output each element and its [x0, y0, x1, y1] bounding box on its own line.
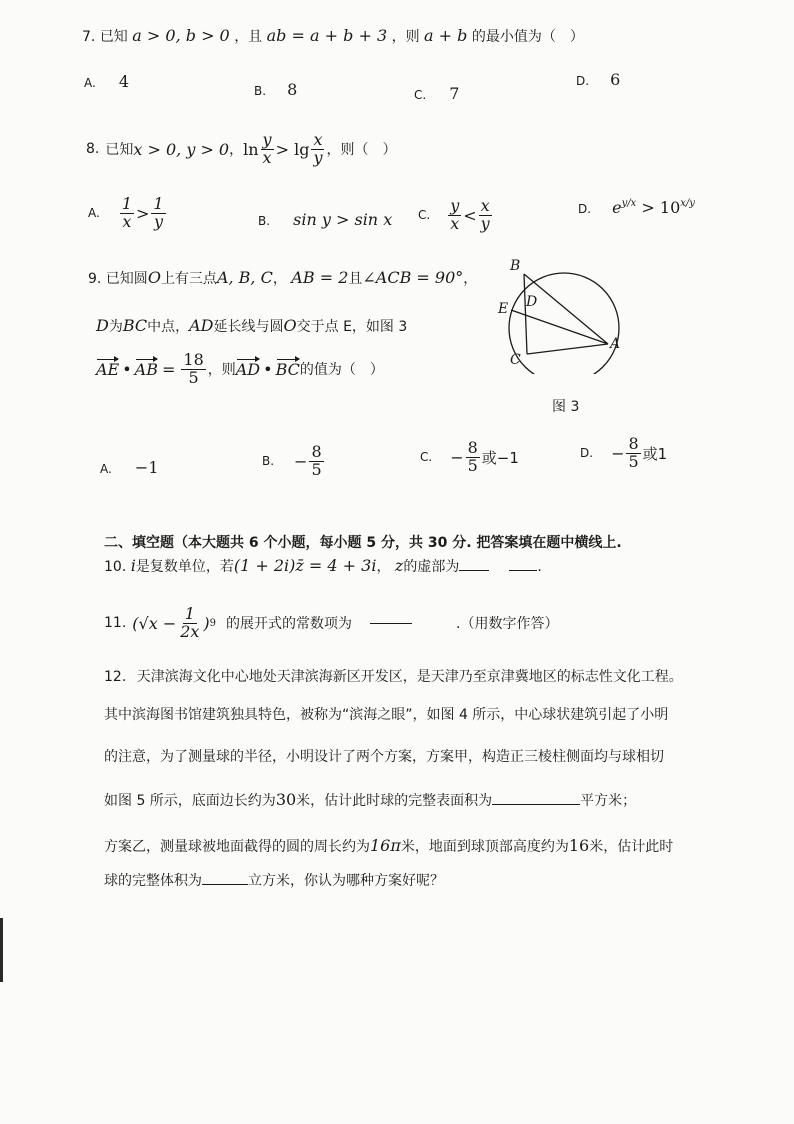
- figure-label-e: E: [498, 301, 509, 317]
- q9-line-3: AE • AB = $\frac{18}{5}$ ，则 AD • BC 的值为（ ）: [96, 350, 384, 387]
- q8-option-d[interactable]: D. $e^{y/x} > 10^{x/y}$: [578, 198, 695, 217]
- q12-volume-blank[interactable]: [202, 884, 248, 885]
- q12-line-4: 如图 5 所示，底面边长约为30米，估计此时球的完整表面积为 平方米；: [104, 790, 637, 809]
- q7-option-a[interactable]: A. 4: [84, 72, 130, 91]
- q8-option-a[interactable]: A. $\frac{1}{x}$ > $\frac{1}{y}$: [88, 194, 164, 231]
- q8-option-c[interactable]: C. $\frac{y}{x}$ < $\frac{x}{y}$: [418, 196, 490, 233]
- vector-ad: AD: [235, 359, 261, 379]
- q12-line-1: 12. 天津滨海文化中心地处天津滨海新区开发区，是天津乃至京津冀地区的标志性文化工程。: [104, 669, 683, 685]
- q10-number: 10.: [104, 559, 127, 575]
- figure-label-d: D: [526, 294, 538, 310]
- figure-label-a: A: [610, 336, 621, 352]
- q7-option-d[interactable]: D. 6: [576, 70, 621, 89]
- q9-option-a[interactable]: A. −1: [100, 458, 159, 477]
- q7-condition-1: a > 0, b > 0: [132, 26, 230, 45]
- q7-stem: 7. 已知 a > 0, b > 0 ，且 ab = a + b + 3 ，则 a + b 的最小值为（ ）: [82, 26, 584, 45]
- q9-number: 9.: [88, 271, 102, 287]
- q11: 11. (√x − $\frac{1}{2x}$ ) 9 的展开式的常数项为 .（用数字作答）: [104, 604, 559, 641]
- figure-3-caption: 图 3: [552, 399, 580, 415]
- scan-edge-mark: [0, 918, 3, 982]
- q7-option-c[interactable]: C. 7: [414, 84, 460, 103]
- q9-option-c[interactable]: C. − $\frac{8}{5}$ 或−1: [420, 438, 519, 475]
- q10-answer-blank-1[interactable]: [459, 570, 489, 571]
- q12-number: 12.: [104, 669, 127, 685]
- vector-bc: BC: [275, 359, 300, 379]
- q11-number: 11.: [104, 615, 127, 632]
- q11-answer-blank[interactable]: [370, 623, 412, 624]
- vector-ae: AE: [96, 359, 120, 379]
- q8-number: 8.: [86, 141, 100, 158]
- q9-line-1: 9. 已知圆O上有三点A, B, C， AB = 2且∠ACB = 90°，: [88, 268, 478, 287]
- q8-stem: 8. 已知 x > 0, y > 0 ， ln $\frac{y}{x}$ > lg $\frac{x}{y}$ ，则（ ）: [86, 130, 397, 167]
- q10-equation: (1 + 2i)z̄ = 4 + 3i: [233, 556, 377, 575]
- q9-option-d[interactable]: D. − $\frac{8}{5}$ 或1: [580, 434, 668, 471]
- q7-option-b[interactable]: B. 8: [254, 80, 298, 99]
- q12-surface-area-blank[interactable]: [492, 804, 580, 805]
- vector-ab: AB: [134, 359, 158, 379]
- figure-label-b: B: [510, 258, 521, 274]
- q9-line-2: D为BC中点，AD延长线与圆O交于点 E，如图 3: [96, 316, 408, 335]
- figure-label-c: C: [510, 352, 521, 368]
- q7-condition-2: ab = a + b + 3: [266, 26, 388, 45]
- q12-line-3: 的注意，为了测量球的半径，小明设计了两个方案，方案甲，构造正三棱柱侧面均与球相切: [104, 749, 664, 765]
- q12-line-5: 方案乙，测量球被地面截得的圆的周长约为16π米，地面到球顶部高度约为16米，估计此时: [104, 836, 674, 855]
- segment-ac: [527, 344, 608, 354]
- q10-answer-blank-2[interactable]: [509, 570, 537, 571]
- q7-number: 7.: [82, 29, 96, 45]
- q8-fraction-1: $\frac{y}{x}$: [262, 130, 272, 167]
- q12-line-6: 球的完整体积为 立方米，你认为哪种方案好呢？: [104, 873, 444, 889]
- q12-line-2: 其中滨海图书馆建筑独具特色，被称为“滨海之眼”，如图 4 所示，中心球状建筑引起了小明: [104, 707, 669, 723]
- q10: 10. i是复数单位，若(1 + 2i)z̄ = 4 + 3i， z的虚部为 .: [104, 556, 542, 575]
- q9-option-b[interactable]: B. − $\frac{8}{5}$: [262, 442, 322, 479]
- q8-fraction-2: $\frac{x}{y}$: [313, 130, 323, 167]
- section-2-heading: 二、填空题（本大题共 6 个小题，每小题 5 分，共 30 分. 把答案填在题中横线上.: [104, 535, 622, 551]
- q8-option-b[interactable]: B. sin y > sin x: [258, 210, 393, 229]
- segment-bc: [524, 274, 527, 354]
- q7-expression: a + b: [424, 26, 468, 45]
- q9-fraction: $\frac{18}{5}$: [183, 350, 204, 387]
